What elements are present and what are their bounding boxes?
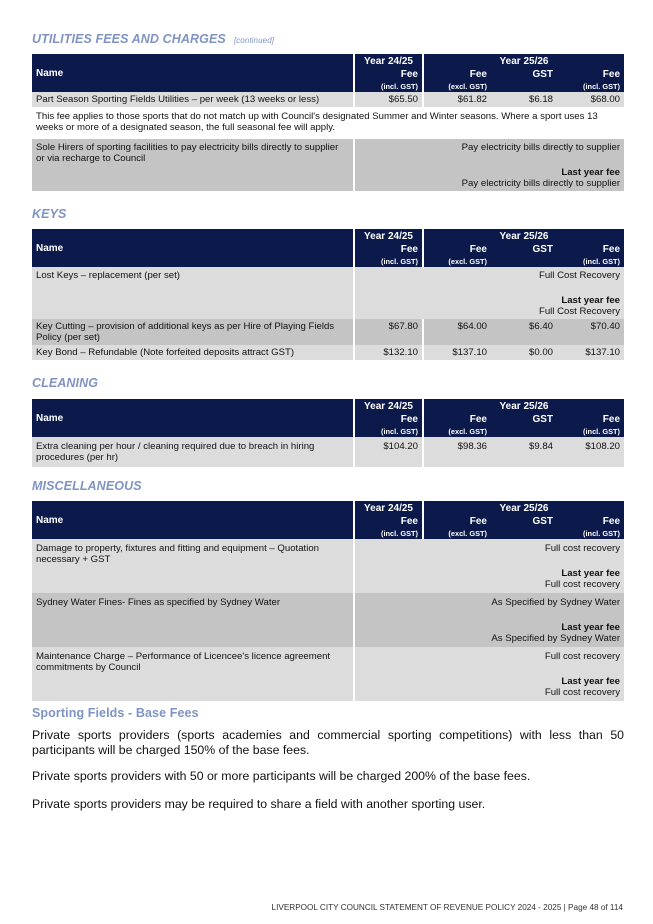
fee-value-merged <box>353 593 624 647</box>
incl-gst-label: (incl. GST) <box>557 426 624 437</box>
fee-value-merged <box>353 647 624 701</box>
last-year-fee-label: Last year fee <box>561 568 621 579</box>
gst-header: GST <box>491 515 557 528</box>
table-row <box>32 647 624 701</box>
excl-gst-label: (excl. GST) <box>422 426 491 437</box>
year-next-header: Year 25/26 <box>422 399 624 413</box>
last-year-fee-value: As Specified by Sydney Water <box>491 633 621 644</box>
section-title-utilities <box>32 32 274 46</box>
fee-header: Fee <box>422 243 491 256</box>
fee-header: Fee <box>557 68 624 81</box>
table-row <box>32 92 624 107</box>
last-year-fee-label: Last year fee <box>561 676 621 687</box>
fee-excl: $64.00 <box>422 319 491 345</box>
page-footer: LIVERPOOL CITY COUNCIL STATEMENT OF REVENUE POLICY 2024 - 2025 | Page 48 of 114 <box>271 903 623 912</box>
incl-gst-label: (incl. GST) <box>557 81 624 92</box>
fee-gst: $9.84 <box>491 437 557 467</box>
table-row <box>32 139 624 191</box>
fee-header: Fee <box>422 68 491 81</box>
year-next-header: Year 25/26 <box>422 501 624 515</box>
fee-incl: $137.10 <box>557 345 624 360</box>
fee-prev: $132.10 <box>353 345 422 360</box>
gst-sub-label <box>491 426 557 437</box>
incl-gst-label: (incl. GST) <box>353 426 422 437</box>
misc-fee-table <box>32 501 624 701</box>
year-next-header: Year 25/26 <box>422 54 624 68</box>
table-row <box>32 539 624 593</box>
base-fees-paragraph: Private sports providers with 50 or more participants will be charged 200% of the base fees. <box>32 769 531 783</box>
fee-incl: $70.40 <box>557 319 624 345</box>
gst-header: GST <box>491 68 557 81</box>
fee-header: Fee <box>557 413 624 426</box>
year-prev-header: Year 24/25 <box>353 229 422 243</box>
fee-value: As Specified by Sydney Water <box>491 597 621 608</box>
fee-gst: $6.18 <box>491 92 557 107</box>
utilities-fee-table <box>32 54 624 191</box>
table-row <box>32 437 624 467</box>
gst-sub-label <box>491 81 557 92</box>
fee-name: Key Cutting – provision of additional keys as per Hire of Playing Fields Policy (per set) <box>32 319 353 345</box>
fee-prev: $67.80 <box>353 319 422 345</box>
year-next-header: Year 25/26 <box>422 229 624 243</box>
fee-name: Part Season Sporting Fields Utilities – per week (13 weeks or less) <box>32 92 353 107</box>
fee-prev: $104.20 <box>353 437 422 467</box>
last-year-fee-label: Last year fee <box>561 167 621 178</box>
incl-gst-label: (incl. GST) <box>557 256 624 267</box>
cleaning-fee-table <box>32 399 624 467</box>
fee-value: Full cost recovery <box>544 543 621 554</box>
fee-name: Maintenance Charge – Performance of Licencee's licence agreement commitments by Council <box>32 647 353 701</box>
last-year-fee-value: Full Cost Recovery <box>538 306 621 317</box>
fee-gst: $0.00 <box>491 345 557 360</box>
last-year-fee-value: Pay electricity bills directly to supplier <box>461 178 621 189</box>
gst-header: GST <box>491 243 557 256</box>
keys-fee-table <box>32 229 624 360</box>
incl-gst-label: (incl. GST) <box>353 256 422 267</box>
name-header: Name <box>32 229 353 267</box>
fee-header: Fee <box>353 413 422 426</box>
table-row <box>32 345 624 360</box>
fee-value: Full Cost Recovery <box>538 270 621 281</box>
fee-prev: $65.50 <box>353 92 422 107</box>
table-note-row <box>32 107 624 139</box>
fee-name: Lost Keys – replacement (per set) <box>32 267 353 319</box>
fee-value-merged <box>353 139 624 191</box>
gst-header: GST <box>491 413 557 426</box>
fee-value: Pay electricity bills directly to supplier <box>461 142 621 153</box>
section-title-text: UTILITIES FEES AND CHARGES <box>32 32 226 46</box>
gst-sub-label <box>491 528 557 539</box>
fee-header: Fee <box>422 515 491 528</box>
last-year-fee-value: Full cost recovery <box>544 687 621 698</box>
fee-incl: $68.00 <box>557 92 624 107</box>
incl-gst-label: (incl. GST) <box>557 528 624 539</box>
fee-header: Fee <box>353 243 422 256</box>
excl-gst-label: (excl. GST) <box>422 528 491 539</box>
fee-name: Sole Hirers of sporting facilities to pay electricity bills directly to supplier or via recharge to Council <box>32 139 353 191</box>
fee-name: Sydney Water Fines- Fines as specified by Sydney Water <box>32 593 353 647</box>
fee-incl: $108.20 <box>557 437 624 467</box>
fee-note: This fee applies to those sports that do not match up with Council's designated Summer and Winter seasons. Where a sport uses 13 weeks or more of a designated season, the full seasonal fee will apply. <box>32 107 624 139</box>
incl-gst-label: (incl. GST) <box>353 81 422 92</box>
fee-excl: $61.82 <box>422 92 491 107</box>
table-row <box>32 319 624 345</box>
name-header: Name <box>32 54 353 92</box>
table-row <box>32 267 624 319</box>
fee-header: Fee <box>353 515 422 528</box>
fee-name: Key Bond – Refundable (Note forfeited deposits attract GST) <box>32 345 353 360</box>
section-title-cleaning: CLEANING <box>32 376 99 390</box>
fee-gst: $6.40 <box>491 319 557 345</box>
fee-value-merged <box>353 267 624 319</box>
fee-value: Full cost recovery <box>544 651 621 662</box>
gst-sub-label <box>491 256 557 267</box>
incl-gst-label: (incl. GST) <box>353 528 422 539</box>
continued-label: [continued] <box>233 36 275 45</box>
fee-excl: $137.10 <box>422 345 491 360</box>
year-prev-header: Year 24/25 <box>353 54 422 68</box>
base-fees-paragraph: Private sports providers may be required to share a field with another sporting user. <box>32 797 486 811</box>
section-title-miscellaneous: MISCELLANEOUS <box>32 479 142 493</box>
year-prev-header: Year 24/25 <box>353 399 422 413</box>
name-header: Name <box>32 399 353 437</box>
last-year-fee-label: Last year fee <box>561 622 621 633</box>
fee-header: Fee <box>557 243 624 256</box>
year-prev-header: Year 24/25 <box>353 501 422 515</box>
fee-excl: $98.36 <box>422 437 491 467</box>
section-title-base-fees: Sporting Fields - Base Fees <box>32 706 199 720</box>
fee-header: Fee <box>353 68 422 81</box>
base-fees-paragraph: Private sports providers (sports academies and commercial sporting competitions) with less than 50 participants will be charged 150% of the base fees. <box>32 728 624 757</box>
last-year-fee-label: Last year fee <box>561 295 621 306</box>
fee-header: Fee <box>557 515 624 528</box>
name-header: Name <box>32 501 353 539</box>
fee-value-merged <box>353 539 624 593</box>
section-title-keys: KEYS <box>32 207 67 221</box>
table-row <box>32 593 624 647</box>
excl-gst-label: (excl. GST) <box>422 256 491 267</box>
fee-header: Fee <box>422 413 491 426</box>
fee-name: Damage to property, fixtures and fitting and equipment – Quotation necessary + GST <box>32 539 353 593</box>
fee-name: Extra cleaning per hour / cleaning required due to breach in hiring procedures (per hr) <box>32 437 353 467</box>
last-year-fee-value: Full cost recovery <box>544 579 621 590</box>
excl-gst-label: (excl. GST) <box>422 81 491 92</box>
